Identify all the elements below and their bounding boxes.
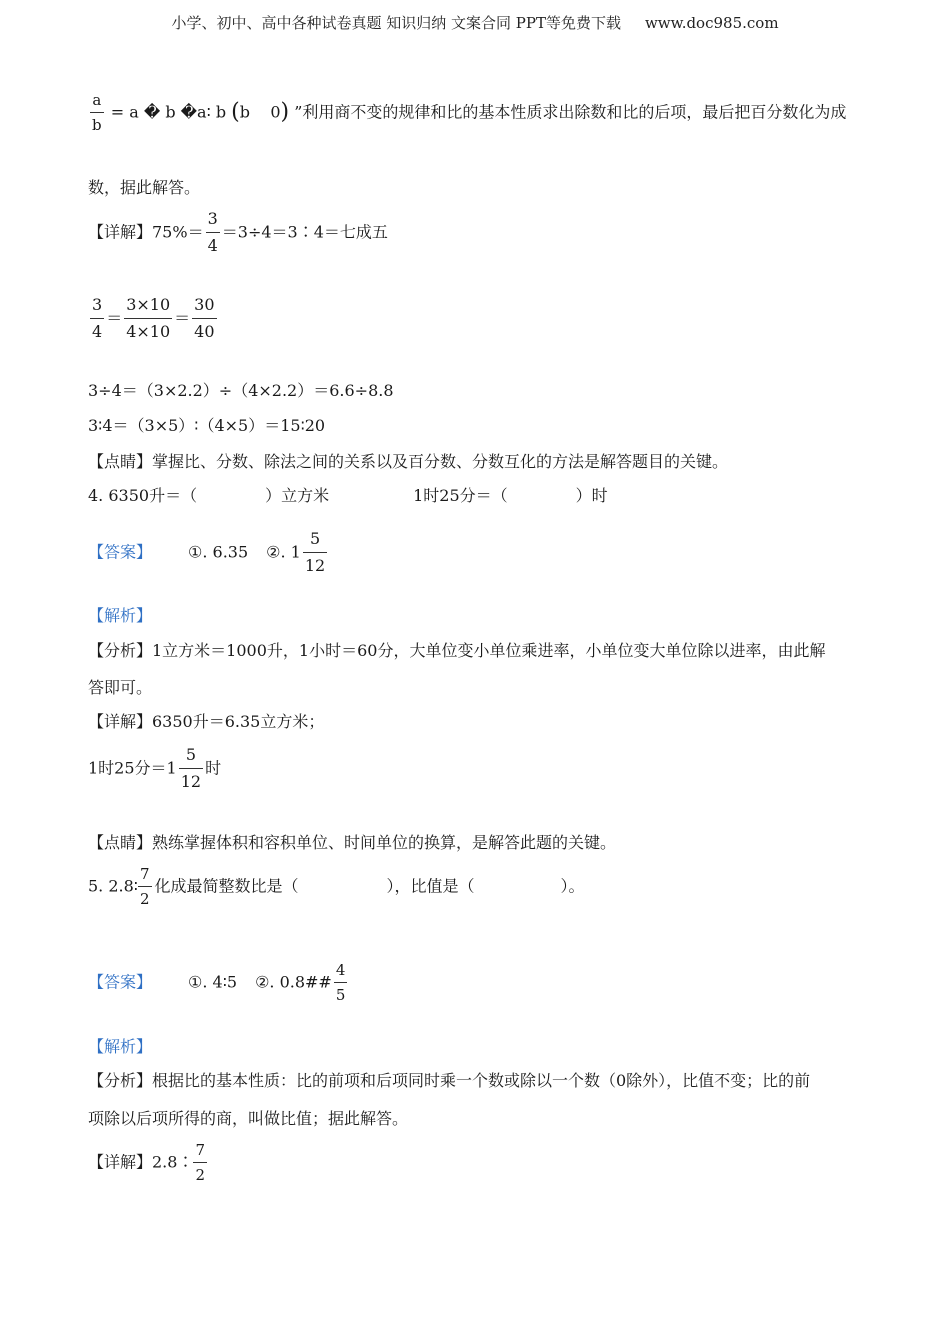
q4-detail-2 bbox=[88, 746, 221, 791]
q5-question-c: ）。 bbox=[560, 876, 585, 896]
q3-detail-den: 4 bbox=[207, 236, 218, 255]
q4-detail-2-suffix: 时 bbox=[205, 758, 222, 778]
q5-detail bbox=[88, 1142, 207, 1183]
q3-ratio-line: 3∶4＝（3×5）∶（4×5）＝15∶20 bbox=[88, 416, 326, 435]
top-text: ”利用商不变的规律和比的基本性质求出除数和比的后项，最后把百分数化为成 bbox=[294, 102, 847, 122]
paren-close: ) bbox=[280, 99, 290, 125]
q4-detail-2-prefix: 1时25分＝1 bbox=[88, 758, 177, 778]
formula-tail: b 0 bbox=[239, 102, 281, 122]
q5-detail-prefix: 【详解】2.8∶ bbox=[88, 1152, 194, 1172]
q3-fraction-equation bbox=[88, 296, 219, 341]
q4-analysis-2: 答即可。 bbox=[88, 678, 153, 697]
paren-open: ( bbox=[231, 99, 240, 125]
q4-analysis-1: 【分析】1立方米＝1000升，1小时＝60分，大单位变小单位乘进率，小单位变大单位除以进率，由此解 bbox=[88, 641, 826, 660]
q3-detail bbox=[88, 210, 388, 255]
q5-analysis-label: 【解析】 bbox=[88, 1037, 153, 1056]
q4-question-c: 1时25分＝（ bbox=[413, 486, 508, 505]
formula-rest: = a � b �a∶ b bbox=[110, 102, 227, 122]
q4-detail-2-den: 12 bbox=[180, 772, 202, 791]
q4-question bbox=[88, 486, 608, 506]
q5-analysis-1: 【分析】根据比的基本性质：比的前项和后项同时乘一个数或除以一个数（0除外），比值不变；比的前 bbox=[88, 1071, 811, 1090]
q4-answer-2-fraction bbox=[303, 530, 327, 575]
q5-question-a: 化成最简整数比是（ bbox=[154, 876, 299, 896]
q5-question-den: 2 bbox=[139, 890, 150, 908]
q4-question-d: ）时 bbox=[575, 486, 608, 505]
q4-question-b: ）立方米 bbox=[265, 486, 330, 505]
page-header bbox=[0, 12, 950, 33]
q4-answer bbox=[88, 530, 329, 575]
q3-detail-fraction bbox=[206, 210, 220, 255]
top-cont: 数，据此解答。 bbox=[88, 178, 201, 197]
q5-question-b: ），比值是（ bbox=[386, 876, 475, 896]
q4-detail-2-num: 5 bbox=[179, 746, 203, 769]
q4-answer-2-prefix: ②. 1 bbox=[266, 542, 301, 562]
q5-answer-2-prefix: ②. 0.8## bbox=[255, 972, 332, 992]
eq-fraction-a bbox=[90, 296, 104, 341]
eq-b-den: 4×10 bbox=[126, 322, 171, 341]
q3-division-line: 3÷4＝（3×2.2）÷（4×2.2）＝6.6÷8.8 bbox=[88, 381, 394, 400]
q4-question-a: 4. 6350升＝（ bbox=[88, 486, 198, 505]
eq-c-den: 40 bbox=[194, 322, 215, 341]
formula-num: a bbox=[90, 92, 104, 113]
eq-sign-1: ＝ bbox=[106, 308, 123, 328]
header-text: 小学、初中、高中各种试卷真题 知识归纳 文案合同 PPT等免费下载 bbox=[171, 14, 621, 32]
q5-answer-2-fraction bbox=[334, 962, 348, 1003]
q3-detail-num: 3 bbox=[206, 210, 220, 233]
q5-question-prefix: 5. 2.8∶ bbox=[88, 876, 138, 896]
eq-fraction-c bbox=[192, 296, 216, 341]
eq-c-num: 30 bbox=[192, 296, 216, 319]
q5-answer-label: 【答案】 bbox=[88, 972, 153, 992]
eq-sign-2: ＝ bbox=[174, 308, 191, 328]
q5-answer-1: ①. 4∶5 bbox=[188, 972, 238, 992]
q5-answer-2-den: 5 bbox=[335, 986, 346, 1004]
eq-b-num: 3×10 bbox=[124, 296, 172, 319]
top-formula bbox=[88, 92, 846, 133]
formula-fraction bbox=[90, 92, 104, 133]
q4-answer-label: 【答案】 bbox=[88, 542, 153, 562]
q3-detail-prefix: 【详解】75%＝ bbox=[88, 222, 204, 242]
eq-a-den: 4 bbox=[92, 322, 103, 341]
q5-detail-den: 2 bbox=[195, 1166, 205, 1184]
q4-detail-2-fraction bbox=[179, 746, 203, 791]
eq-a-num: 3 bbox=[90, 296, 104, 319]
q4-answer-2-den: 12 bbox=[304, 556, 326, 575]
q5-detail-num: 7 bbox=[193, 1142, 207, 1163]
q4-answer-1: ①. 6.35 bbox=[188, 542, 249, 562]
q4-analysis-label: 【解析】 bbox=[88, 606, 153, 625]
q3-detail-rest: ＝3÷4＝3∶4＝七成五 bbox=[221, 222, 388, 242]
q4-detail-1: 【详解】6350升＝6.35立方米； bbox=[88, 712, 325, 731]
q5-answer bbox=[88, 962, 349, 1003]
q4-tip: 【点睛】熟练掌握体积和容积单位、时间单位的换算，是解答此题的关键。 bbox=[88, 833, 617, 852]
q5-question-fraction bbox=[138, 866, 152, 907]
q5-question bbox=[88, 866, 585, 907]
q5-answer-2-num: 4 bbox=[334, 962, 348, 983]
q3-tip: 【点睛】掌握比、分数、除法之间的关系以及百分数、分数互化的方法是解答题目的关键。 bbox=[88, 452, 729, 471]
q4-answer-2-num: 5 bbox=[303, 530, 327, 553]
formula-den: b bbox=[92, 116, 102, 134]
q5-question-num: 7 bbox=[138, 866, 152, 887]
eq-fraction-b bbox=[124, 296, 172, 341]
header-url[interactable]: www.doc985.com bbox=[644, 14, 779, 32]
q5-detail-fraction bbox=[193, 1142, 207, 1183]
q5-analysis-2: 项除以后项所得的商，叫做比值；据此解答。 bbox=[88, 1109, 409, 1128]
